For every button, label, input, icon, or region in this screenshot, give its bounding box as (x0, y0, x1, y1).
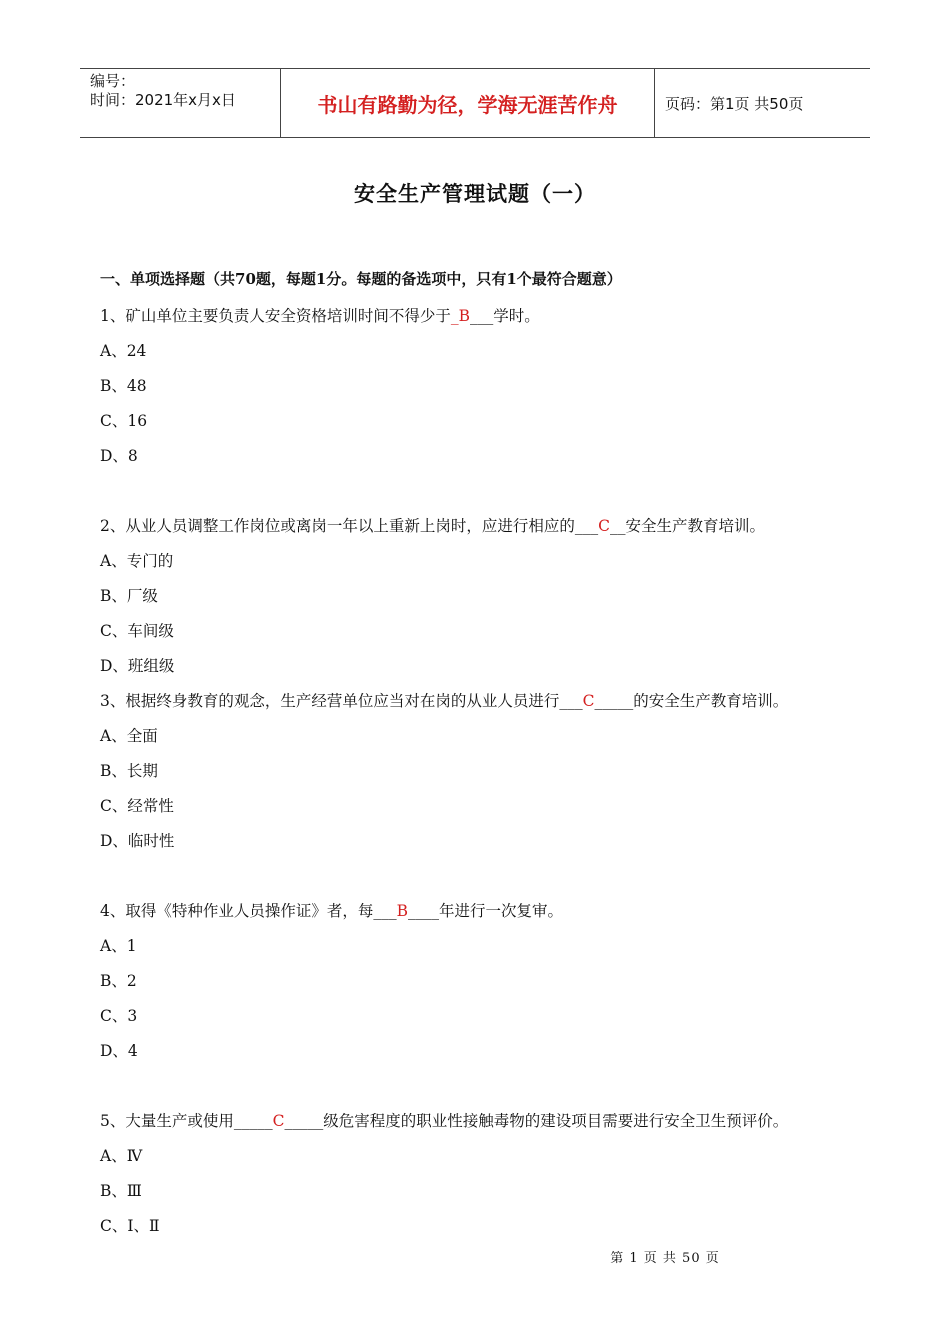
number-label: 编号： (90, 72, 136, 90)
answer: B (396, 902, 409, 920)
question-text: 4、取得《特种作业人员操作证》者，每 (100, 902, 374, 920)
blank-after: ___ (470, 307, 494, 325)
question-suffix: 级危害程度的职业性接触毒物的建设项目需要进行安全卫生预评价。 (323, 1112, 789, 1130)
header-meta (80, 69, 281, 137)
blank-before: ___ (574, 517, 599, 535)
blank-after: __ (610, 517, 626, 535)
option: C、车间级 (100, 622, 174, 640)
header-page-info: 页码：第1页 共50页 (665, 94, 804, 113)
option: A、1 (100, 937, 137, 955)
question-text: 3、根据终身教育的观念，生产经营单位应当对在岗的从业人员进行 (100, 692, 560, 710)
question-text: 1、矿山单位主要负责人安全资格培训时间不得少于 (100, 307, 451, 325)
answer: C (272, 1112, 285, 1130)
blank-before: _ (450, 307, 459, 325)
blank-after: ____ (408, 902, 440, 920)
question-1 (100, 304, 540, 326)
question-4 (100, 899, 563, 921)
option: B、2 (100, 972, 137, 990)
question-text: 2、从业人员调整工作岗位或离岗一年以上重新上岗时，应进行相应的 (100, 517, 575, 535)
option: C、经常性 (100, 797, 174, 815)
time-label: 时间：2021年x月x日 (90, 91, 236, 109)
option: B、Ⅲ (100, 1182, 142, 1200)
blank-before: _____ (233, 1112, 273, 1130)
question-suffix: 安全生产教育培训。 (625, 517, 766, 535)
option: A、全面 (100, 727, 158, 745)
section-heading: 一、单项选择题（共70题，每题1分。每题的备选项中，只有1个最符合题意） (100, 270, 622, 288)
option: C、3 (100, 1007, 138, 1025)
question-suffix: 学时。 (493, 307, 540, 325)
option: B、长期 (100, 762, 158, 780)
page-header (80, 68, 870, 138)
option: C、Ⅰ、Ⅱ (100, 1217, 160, 1235)
option: B、48 (100, 377, 147, 395)
blank-before: ___ (559, 692, 583, 710)
option: B、厂级 (100, 587, 158, 605)
option: A、24 (100, 342, 147, 360)
question-suffix: 年进行一次复审。 (439, 902, 564, 920)
option: D、班组级 (100, 657, 175, 675)
answer: C (598, 517, 610, 535)
header-motto: 书山有路勤为径，学海无涯苦作舟 (281, 69, 655, 137)
question-text: 5、大量生产或使用 (100, 1112, 234, 1130)
answer: C (582, 692, 595, 710)
option: D、8 (100, 447, 138, 465)
question-3 (100, 689, 788, 711)
page-footer: 第 1 页 共 50 页 (610, 1251, 720, 1266)
question-2 (100, 514, 765, 536)
blank-after: _____ (284, 1112, 324, 1130)
blank-before: ___ (373, 902, 397, 920)
question-5 (100, 1109, 788, 1131)
option: D、4 (100, 1042, 138, 1060)
option: A、专门的 (100, 552, 174, 570)
option: D、临时性 (100, 832, 175, 850)
option: C、16 (100, 412, 148, 430)
question-suffix: 的安全生产教育培训。 (633, 692, 789, 710)
option: A、Ⅳ (100, 1147, 143, 1165)
document-title: 安全生产管理试题（一） (354, 181, 596, 206)
blank-after: _____ (594, 692, 634, 710)
answer: B (458, 307, 471, 325)
